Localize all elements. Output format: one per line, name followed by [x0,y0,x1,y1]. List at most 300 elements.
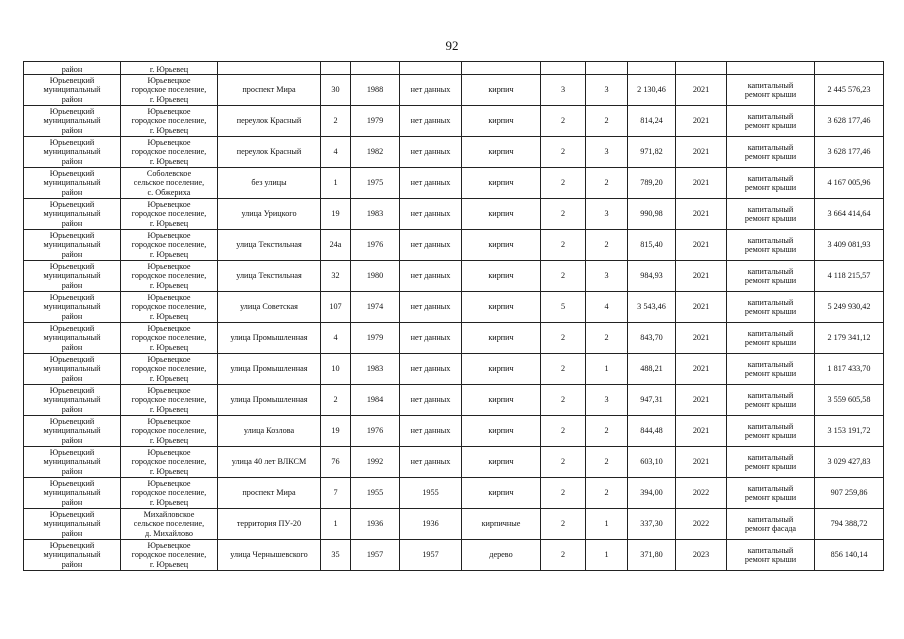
cell-settlement-line: городское поселение, [131,550,207,560]
table-row [24,106,884,137]
cell-work-type-line: ремонт крыши [744,400,797,409]
page-number: 92 [445,38,459,53]
cell-plan-year: 2021 [676,292,727,323]
table-row [24,168,884,199]
cell-wall-material: кирпич [462,478,541,509]
cell-extra: 1957 [400,540,462,571]
cell-settlement-line: городское поселение, [131,271,207,281]
cell-district [24,230,121,261]
cell-district-line: район [61,187,83,197]
cell-settlement [121,106,218,137]
cell-street: переулок Красный [218,106,321,137]
cell-district-line: Юрьевецкий [49,354,95,364]
cell-extra: нет данных [400,354,462,385]
cell-district [24,540,121,571]
cell-work-type-line: капитальный [747,80,794,90]
cell-work-type-line: капитальный [747,483,794,493]
cell-street: переулок Красный [218,137,321,168]
cell-settlement-line: городское поселение, [131,364,207,374]
cell-settlement-line: сельское поселение, [133,519,205,529]
cell-settlement [121,385,218,416]
cell-district [24,416,121,447]
cell-work-type-line: капитальный [747,359,794,369]
cell-wall-material: кирпич [462,106,541,137]
cell-entrances: 3 [586,261,628,292]
cell-street: улица 40 лет ВЛКСМ [218,447,321,478]
cell-district-line: Юрьевецкий [49,509,95,519]
cell-extra: нет данных [400,106,462,137]
cell-work-type-line: капитальный [747,421,794,431]
cell-entrances: 2 [586,478,628,509]
cell-district-line: Юрьевецкий [49,478,95,488]
cell-floors: 2 [541,106,586,137]
cell-settlement-line: Юрьевецкое [147,323,191,333]
cell-work-type-line: ремонт крыши [744,431,797,440]
cell-work-type-line: капитальный [747,297,794,307]
cell-street: улица Промышленная [218,323,321,354]
cell-plan-year: 2021 [676,323,727,354]
table-row [24,292,884,323]
cell-settlement-line: Юрьевецкое [147,261,191,271]
cell-extra: нет данных [400,199,462,230]
cell-plan-year: 2021 [676,416,727,447]
cell-district-line: район [61,311,83,321]
cell-district-line: Юрьевецкий [49,199,95,209]
cell-wall-material: кирпич [462,230,541,261]
cell-work-type [727,354,815,385]
cell-work-type-line: капитальный [747,390,794,400]
cell-district-line: Юрьевецкий [49,106,95,116]
cell-entrances: 1 [586,354,628,385]
cell-street: проспект Мира [218,478,321,509]
cell-floors: 2 [541,323,586,354]
cell-wall-material: кирпич [462,261,541,292]
cell-settlement [121,261,218,292]
cell-entrances: 2 [586,447,628,478]
cell-year-built: 1982 [351,137,400,168]
cell-district-line: район [61,373,83,383]
cell-district-line: муниципальный [43,395,101,405]
cell-entrances: 3 [586,137,628,168]
cell-settlement [121,447,218,478]
cell-extra: 1955 [400,478,462,509]
cell-work-type-line: ремонт крыши [744,369,797,378]
cell-settlement-line: Михайловское [143,509,195,519]
cell-extra: нет данных [400,168,462,199]
cell-district-line: муниципальный [43,178,101,188]
table-row [24,261,884,292]
cell-work-type-line: ремонт крыши [744,276,797,285]
cell-cost: 4 118 215,57 [815,261,884,292]
cell-settlement-line: Юрьевецкое [147,416,191,426]
cell-area: 971,82 [628,137,676,168]
cell-work-type-line: ремонт крыши [744,307,797,316]
table-row [24,323,884,354]
cell-district [24,447,121,478]
cell-street: улица Промышленная [218,354,321,385]
cell-settlement-line: г. Юрьевец [149,249,189,259]
cell-house-number: 30 [321,75,351,106]
cell-work-type [727,137,815,168]
cell-entrances: 1 [586,540,628,571]
cell-work-type-line: ремонт крыши [744,152,797,161]
cell-district-line: район [61,435,83,445]
cell-settlement-line: Юрьевецкое [147,292,191,302]
cell-district-line: Юрьевецкий [49,540,95,550]
cell-district-line: район [61,342,83,352]
cell-settlement-line: г. Юрьевец [149,311,189,321]
cell-work-type [727,199,815,230]
cell-wall-material: кирпич [462,199,541,230]
cell-house-number: 19 [321,416,351,447]
cell-work-type [727,106,815,137]
housing-repair-table [23,61,884,571]
cell-plan-year: 2021 [676,168,727,199]
cell-wall-material: кирпич [462,323,541,354]
cell-plan-year: 2022 [676,478,727,509]
cell-settlement [121,540,218,571]
cell-area: 843,70 [628,323,676,354]
cell-entrances: 2 [586,168,628,199]
cell-settlement [121,137,218,168]
cell-extra: нет данных [400,292,462,323]
cell-settlement-line: Юрьевецкое [147,230,191,240]
cell-extra: нет данных [400,261,462,292]
cell-work-type-line: капитальный [747,514,794,524]
cell-settlement-line: г. Юрьевец [149,94,189,104]
cell-settlement-line: г. Юрьевец [149,156,189,166]
cell-cost: 856 140,14 [815,540,884,571]
cell-district-line: муниципальный [43,550,101,560]
cell-entrances: 2 [586,230,628,261]
cell-cost: 3 409 081,93 [815,230,884,261]
cell-entrances: 3 [586,385,628,416]
cell-extra: нет данных [400,137,462,168]
table-row [24,416,884,447]
cell-floors: 2 [541,478,586,509]
cell-entrances: 3 [586,199,628,230]
cell-plan-year: 2021 [676,354,727,385]
cell-settlement-line: г. Юрьевец [149,342,189,352]
cell-district-line: муниципальный [43,302,101,312]
cell-year-built: 1975 [351,168,400,199]
cell-settlement-line: г. Юрьевец [149,125,189,135]
cell-settlement-line: городское поселение, [131,85,207,95]
cell-settlement [121,354,218,385]
cell-street: без улицы [218,168,321,199]
cell-district-line: район [61,528,83,538]
cell-district-line: муниципальный [43,147,101,157]
cell-work-type [727,292,815,323]
cell-area: 371,80 [628,540,676,571]
cell-wall-material: кирпич [462,447,541,478]
cell-extra: 1936 [400,509,462,540]
table-row [24,199,884,230]
cell-house-number: 2 [321,106,351,137]
cell-street: улица Урицкого [218,199,321,230]
cell-district-line: Юрьевецкий [49,261,95,271]
cell-work-type-line: ремонт крыши [744,493,797,502]
cell-cost: 3 153 191,72 [815,416,884,447]
table-row [24,540,884,571]
cell-settlement-line: Юрьевецкое [147,137,191,147]
cell-work-type-line: ремонт крыши [744,90,797,99]
cell-district-line: Юрьевецкий [49,385,95,395]
cell-settlement [121,323,218,354]
cell-settlement-line: Юрьевецкое [147,75,191,85]
cell-cost: 3 664 414,64 [815,199,884,230]
cell-area: 488,21 [628,354,676,385]
cell-work-type [727,447,815,478]
cell-district-line: район [61,94,83,104]
cell-district [24,385,121,416]
cell-work-type [727,540,815,571]
cell-settlement-line: сельское поселение, [133,178,205,188]
cell-district-line: Юрьевецкий [49,292,95,302]
cell-settlement-line: г. Юрьевец [149,373,189,383]
cell-work-type-line: ремонт крыши [744,245,797,254]
cell-house-number: 107 [321,292,351,323]
table-row [24,478,884,509]
cell-district-line: муниципальный [43,333,101,343]
cell-settlement [121,416,218,447]
cell-district-line: муниципальный [43,271,101,281]
cell-year-built: 1957 [351,540,400,571]
cell-work-type [727,509,815,540]
cell-cost: 1 817 433,70 [815,354,884,385]
cell-year-built: 1974 [351,292,400,323]
table-row [24,75,884,106]
cell-area: 990,98 [628,199,676,230]
cell-extra: нет данных [400,323,462,354]
cell-district-line: муниципальный [43,116,101,126]
cell-district-line: район [61,125,83,135]
table-row [24,230,884,261]
cell-street: улица Советская [218,292,321,323]
cell-house-number: 24а [321,230,351,261]
cell-work-type [727,385,815,416]
cell-work-type-line: капитальный [747,173,794,183]
cell-cost: 3 628 177,46 [815,106,884,137]
cell-wall-material: кирпич [462,75,541,106]
cell-work-type-line: ремонт крыши [744,338,797,347]
cell-house-number: 1 [321,509,351,540]
cell-entrances: 1 [586,509,628,540]
cell-cost: 3 029 427,83 [815,447,884,478]
table-row [24,137,884,168]
cell-district-line: муниципальный [43,85,101,95]
cell-district: район [24,62,121,75]
cell-wall-material: кирпичные [462,509,541,540]
cell-district-line: Юрьевецкий [49,137,95,147]
cell-district [24,478,121,509]
cell-plan-year: 2021 [676,199,727,230]
cell-floors: 3 [541,75,586,106]
cell-wall-material: дерево [462,540,541,571]
cell-area: 789,20 [628,168,676,199]
cell-plan-year: 2023 [676,540,727,571]
cell-plan-year: 2021 [676,137,727,168]
cell-plan-year: 2022 [676,509,727,540]
cell-settlement-line: с. Обжериха [147,187,191,197]
cell-work-type-line: капитальный [747,266,794,276]
cell-street: улица Промышленная [218,385,321,416]
cell-wall-material: кирпич [462,416,541,447]
cell-district-line: район [61,559,83,569]
cell-settlement-line: городское поселение, [131,457,207,467]
cell-floors: 2 [541,168,586,199]
cell-settlement-line: городское поселение, [131,147,207,157]
cell-area: 394,00 [628,478,676,509]
cell-settlement-line: Юрьевецкое [147,540,191,550]
cell-house-number: 76 [321,447,351,478]
cell-settlement-line: Юрьевецкое [147,199,191,209]
cell-work-type-line: капитальный [747,328,794,338]
cell-cost: 2 445 576,23 [815,75,884,106]
cell-district-line: район [61,218,83,228]
cell-year-built: 1979 [351,106,400,137]
cell-house-number: 1 [321,168,351,199]
cell-district [24,106,121,137]
cell-work-type [727,75,815,106]
cell-street: улица Текстильная [218,230,321,261]
cell-wall-material: кирпич [462,137,541,168]
cell-settlement-line: городское поселение, [131,209,207,219]
cell-house-number: 19 [321,199,351,230]
cell-year-built: 1980 [351,261,400,292]
cell-work-type [727,230,815,261]
cell-house-number: 7 [321,478,351,509]
cell-cost: 3 628 177,46 [815,137,884,168]
cell-plan-year: 2021 [676,385,727,416]
cell-settlement [121,509,218,540]
cell-floors: 5 [541,292,586,323]
cell-house-number: 2 [321,385,351,416]
cell-plan-year: 2021 [676,230,727,261]
cell-entrances: 2 [586,106,628,137]
cell-settlement-line: городское поселение, [131,426,207,436]
cell-settlement-line: г. Юрьевец [149,466,189,476]
cell-extra: нет данных [400,447,462,478]
table-row [24,509,884,540]
cell-settlement-line: городское поселение, [131,240,207,250]
cell-district-line: Юрьевецкий [49,323,95,333]
cell-year-built: 1955 [351,478,400,509]
cell-settlement-line: городское поселение, [131,333,207,343]
cell-district [24,323,121,354]
cell-settlement-line: г. Юрьевец [149,280,189,290]
cell-floors: 2 [541,447,586,478]
cell-street: территория ПУ-20 [218,509,321,540]
cell-district [24,509,121,540]
cell-house-number: 10 [321,354,351,385]
cell-floors: 2 [541,509,586,540]
cell-district-line: муниципальный [43,364,101,374]
cell-floors: 2 [541,137,586,168]
cell-wall-material: кирпич [462,385,541,416]
cell-district-line: район [61,156,83,166]
cell-district-line: район [61,466,83,476]
cell-cost: 5 249 930,42 [815,292,884,323]
cell-floors: 2 [541,261,586,292]
cell-settlement-line: Юрьевецкое [147,447,191,457]
cell-settlement: г. Юрьевец [121,62,218,75]
cell-entrances: 2 [586,416,628,447]
cell-district [24,199,121,230]
cell-district-line: Юрьевецкий [49,447,95,457]
cell-settlement-line: Соболевское [146,168,192,178]
cell-work-type-line: капитальный [747,452,794,462]
table-row [24,385,884,416]
cell-floors: 2 [541,416,586,447]
cell-settlement-line: городское поселение, [131,116,207,126]
cell-district-line: муниципальный [43,519,101,529]
cell-cost: 2 179 341,12 [815,323,884,354]
cell-work-type-line: капитальный [747,142,794,152]
cell-district [24,354,121,385]
cell-district-line: Юрьевецкий [49,416,95,426]
cell-floors: 2 [541,385,586,416]
cell-work-type [727,323,815,354]
cell-area: 947,31 [628,385,676,416]
cell-extra: нет данных [400,230,462,261]
cell-year-built: 1983 [351,199,400,230]
cell-area: 2 130,46 [628,75,676,106]
cell-settlement-line: городское поселение, [131,302,207,312]
cell-entrances: 3 [586,75,628,106]
cell-area: 3 543,46 [628,292,676,323]
cell-floors: 2 [541,354,586,385]
cell-year-built: 1983 [351,354,400,385]
cell-settlement [121,230,218,261]
cell-work-type-line: капитальный [747,111,794,121]
cell-settlement [121,168,218,199]
cell-house-number: 32 [321,261,351,292]
cell-year-built: 1984 [351,385,400,416]
cell-work-type-line: капитальный [747,545,794,555]
cell-settlement-line: г. Юрьевец [149,559,189,569]
cell-work-type-line: ремонт фасада [744,524,797,533]
cell-work-type-line: ремонт крыши [744,214,797,223]
cell-year-built: 1992 [351,447,400,478]
cell-work-type-line: капитальный [747,204,794,214]
cell-plan-year: 2021 [676,75,727,106]
table-row [24,354,884,385]
cell-cost: 3 559 605,58 [815,385,884,416]
cell-district-line: район [61,249,83,259]
cell-house-number: 4 [321,137,351,168]
cell-settlement-line: Юрьевецкое [147,354,191,364]
cell-district [24,168,121,199]
cell-district-line: муниципальный [43,240,101,250]
cell-settlement-line: г. Юрьевец [149,218,189,228]
cell-district-line: муниципальный [43,457,101,467]
cell-district-line: район [61,280,83,290]
cell-settlement-line: Юрьевецкое [147,385,191,395]
cell-floors: 2 [541,230,586,261]
cell-year-built: 1936 [351,509,400,540]
cell-area: 815,40 [628,230,676,261]
cell-year-built: 1976 [351,416,400,447]
cell-district [24,261,121,292]
cell-settlement-line: г. Юрьевец [149,497,189,507]
cell-year-built: 1979 [351,323,400,354]
cell-district-line: Юрьевецкий [49,230,95,240]
cell-work-type-line: ремонт крыши [744,183,797,192]
cell-district [24,137,121,168]
cell-settlement-line: городское поселение, [131,395,207,405]
cell-street: улица Текстильная [218,261,321,292]
